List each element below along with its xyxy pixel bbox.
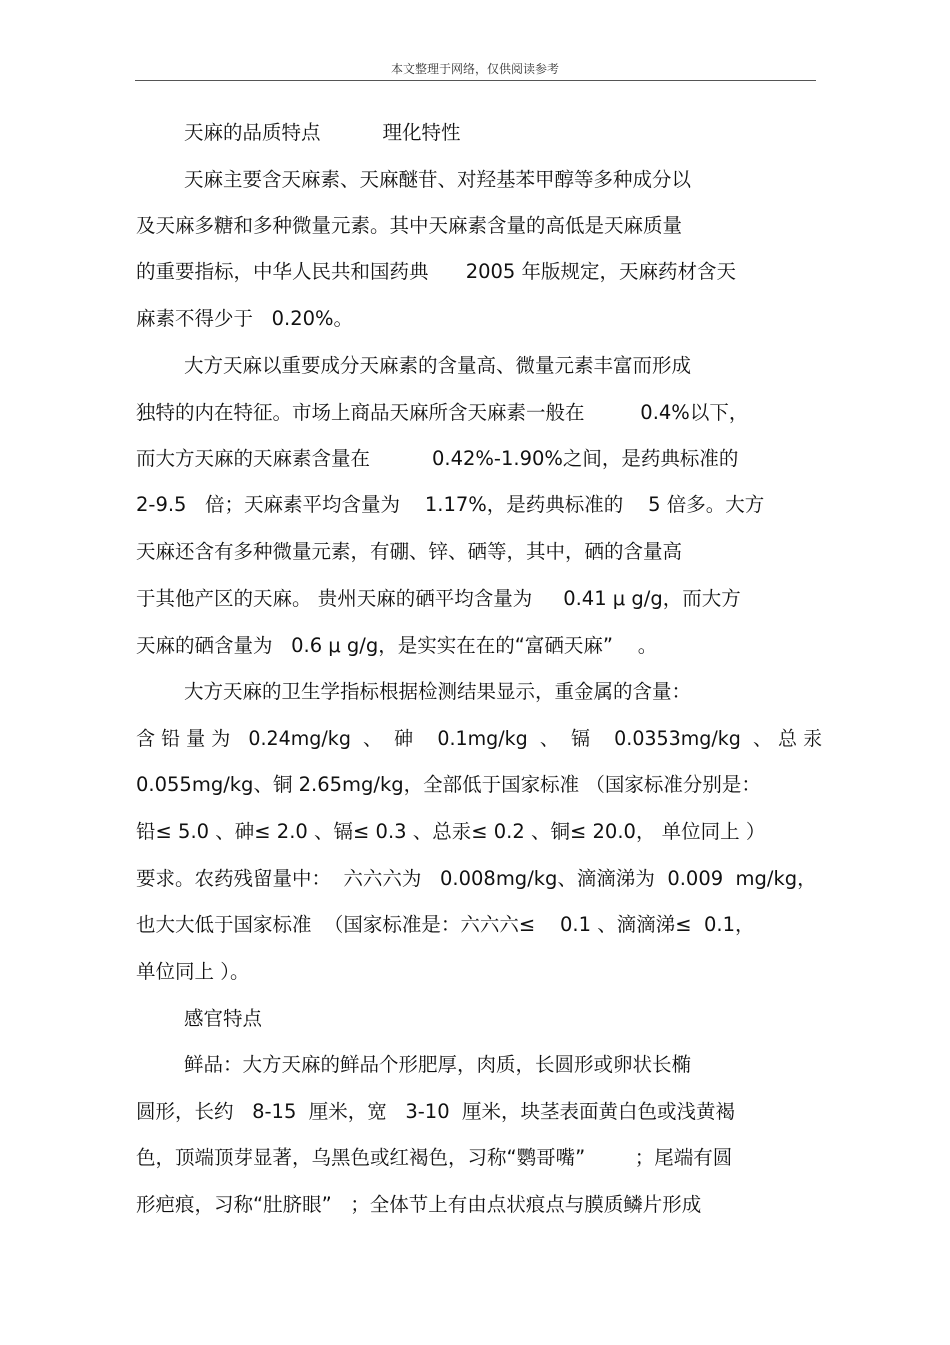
paragraph-line: 天麻主要含天麻素、天麻醚苷、对羟基苯甲醇等多种成分以 xyxy=(184,168,692,191)
paragraph-line: 天麻还含有多种微量元素，有硼、锌、硒等，其中，硒的含量高 xyxy=(136,540,683,563)
paragraph-line: 大方天麻以重要成分天麻素的含量高、微量元素丰富而形成 xyxy=(184,354,692,377)
paragraph-line: 天麻的硒含量为 0.6 μ g/g，是实实在在的“富硒天麻” 。 xyxy=(136,634,658,657)
page-header: 本文整理于网络，仅供阅读参考 xyxy=(390,62,559,76)
paragraph-line: 圆形，长约 8-15 厘米，宽 3-10 厘米，块茎表面黄白色或浅黄褐 xyxy=(136,1100,735,1123)
paragraph-line: 要求。农药残留量中： 六六六为 0.008mg/kg、滴滴涕为 0.009 mg/kg， xyxy=(136,867,817,890)
paragraph-line: 形疤痕，习称“肚脐眼” ；全体节上有由点状痕点与膜质鳞片形成 xyxy=(136,1193,702,1216)
paragraph-line: 的重要指标，中华人民共和国药典 2005 年版规定，天麻药材含天 xyxy=(136,260,737,283)
section-heading-physicochemical: 天麻的品质特点 理化特性 xyxy=(184,121,461,144)
paragraph-line: 铅≤ 5.0 、砷≤ 2.0 、镉≤ 0.3 、总汞≤ 0.2 、铜≤ 20.0， 单位同上 ） xyxy=(136,820,766,843)
section-heading-sensory: 感官特点 xyxy=(184,1007,263,1030)
paragraph-line: 0.055mg/kg、铜 2.65mg/kg，全部低于国家标准 （国家标准分别是： xyxy=(136,773,761,796)
paragraph-line: 色，顶端顶芽显著，乌黑色或红褐色，习称“鹦哥嘴” ；尾端有圆 xyxy=(136,1146,733,1169)
paragraph-line: 大方天麻的卫生学指标根据检测结果显示，重金属的含量： xyxy=(184,680,692,703)
paragraph-line: 麻素不得少于 0.20%。 xyxy=(136,307,354,330)
paragraph-line: 于其他产区的天麻。 贵州天麻的硒平均含量为 0.41 μ g/g，而大方 xyxy=(136,587,741,610)
paragraph-line: 2-9.5 倍；天麻素平均含量为 1.17%，是药典标准的 5 倍多。大方 xyxy=(136,493,765,516)
paragraph-line: 而大方天麻的天麻素含量在 0.42%-1.90%之间，是药典标准的 xyxy=(136,447,739,470)
paragraph-line: 鲜品：大方天麻的鲜品个形肥厚，肉质，长圆形或卵状长椭 xyxy=(184,1053,692,1076)
paragraph-line: 单位同上 ）。 xyxy=(136,960,250,983)
paragraph-line: 及天麻多糖和多种微量元素。其中天麻素含量的高低是天麻质量 xyxy=(136,214,683,237)
header-divider xyxy=(135,80,816,81)
paragraph-line: 也大大低于国家标准 （国家标准是：六六六≤ 0.1 、滴滴涕≤ 0.1， xyxy=(136,913,755,936)
paragraph-line: 含 铅 量 为 0.24mg/kg 、 砷 0.1mg/kg 、 镉 0.0353mg/kg 、 总 汞 xyxy=(136,727,823,750)
paragraph-line: 独特的内在特征。市场上商品天麻所含天麻素一般在 0.4%以下， xyxy=(136,401,749,424)
